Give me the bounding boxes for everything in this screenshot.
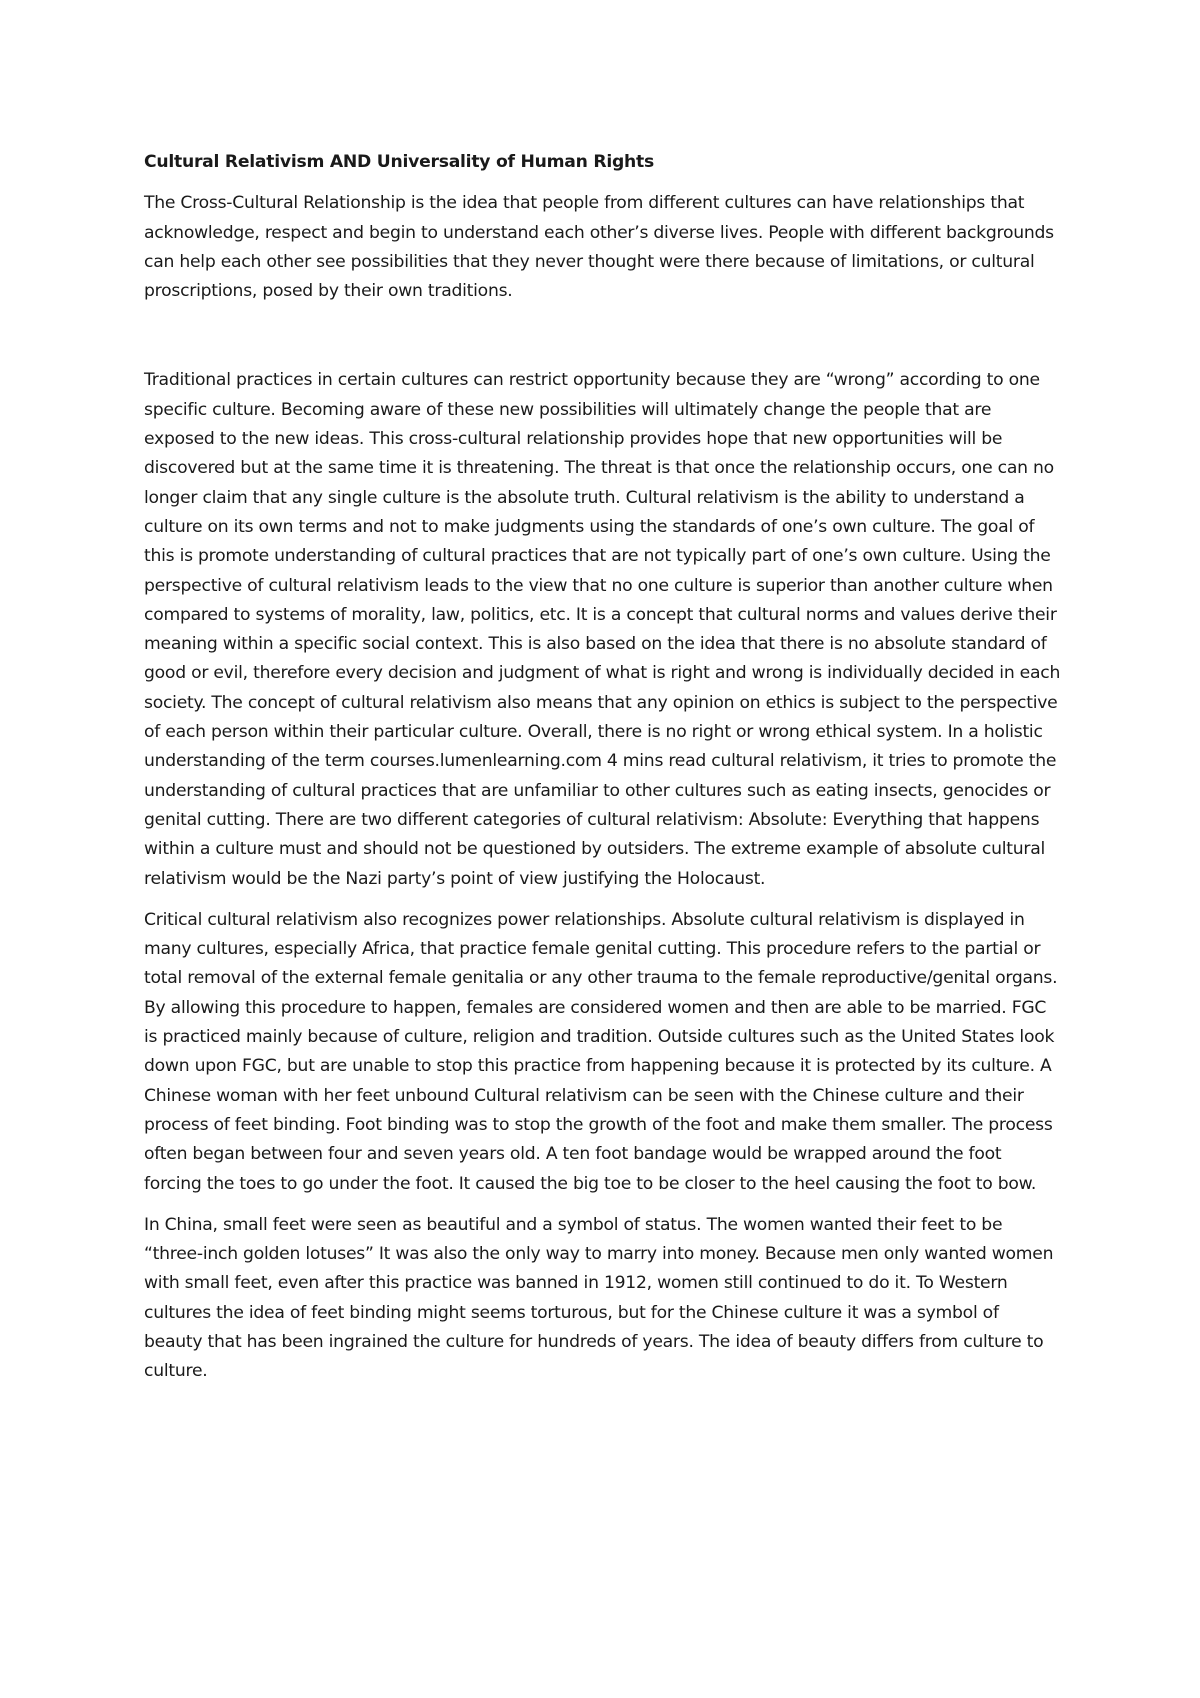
document-body <box>144 148 1062 1399</box>
paragraph-cross-cultural: The Cross-Cultural Relationship is the idea that people from different cultures can have relationships that acknowledge, respect and begin to understand each other’s diverse lives. People with different backgrounds can help each other see possibilities that they never thought were there because of limitations, or cultural proscriptions, posed by their own traditions. <box>144 193 1054 302</box>
paragraph-critical-relativism: Critical cultural relativism also recognizes power relationships. Absolute cultural relativism is displayed in many cultures, especially Africa, that practice female genital cutting. This procedure refers to the partial or total removal of the external female genitalia or any other trauma to the female reproductive/genital organs. By allowing this procedure to happen, females are considered women and then are able to be married. FGC is practiced mainly because of culture, religion and tradition. Outside cultures such as the United States look down upon FGC, but are unable to stop this practice from happening because it is protected by its culture. A Chinese woman with her feet unbound Cultural relativism can be seen with the Chinese culture and their process of feet binding. Foot binding was to stop the growth of the foot and make them smaller. The process often began between four and seven years old. A ten foot bandage would be wrapped around the foot forcing the toes to go under the foot. It caused the big toe to be closer to the heel causing the foot to bow. <box>144 909 1058 1194</box>
blank-line <box>144 318 1062 366</box>
paragraph-china-feet: In China, small feet were seen as beautiful and a symbol of status. The women wanted their feet to be “three-inch golden lotuses” It was also the only way to marry into money. Because men only wanted women with small feet, even after this practice was banned in 1912, women still continued to do it. To Western cultures the idea of feet binding might seems torturous, but for the Chinese culture it was a symbol of beauty that has been ingrained the culture for hundreds of years. The idea of beauty differs from culture to culture. <box>144 1214 1054 1382</box>
paragraph-traditional-practices: Traditional practices in certain cultures can restrict opportunity because they are “wrong” according to one specific culture. Becoming aware of these new possibilities will ultimately change the people that are exposed to the new ideas. This cross-cultural relationship provides hope that new opportunities will be discovered but at the same time it is threatening. The threat is that once the relationship occurs, one can no longer claim that any single culture is the absolute truth. Cultural relativism is the ability to understand a culture on its own terms and not to make judgments using the standards of one’s own culture. The goal of this is promote understanding of cultural practices that are not typically part of one’s own culture. Using the perspective of cultural relativism leads to the view that no one culture is superior than another culture when compared to systems of morality, law, politics, etc. It is a concept that cultural norms and values derive their meaning within a specific social context. This is also based on the idea that there is no absolute standard of good or evil, therefore every decision and judgment of what is right and wrong is individually decided in each society. The concept of cultural relativism also means that any opinion on ethics is subject to the perspective of each person within their particular culture. Overall, there is no right or wrong ethical system. In a holistic understanding of the term courses.lumenlearning.com 4 mins read cultural relativism, it tries to promote the understanding of cultural practices that are unfamiliar to other cultures such as eating insects, genocides or genital cutting. There are two different categories of cultural relativism: Absolute: Everything that happens within a culture must and should not be questioned by outsiders. The extreme example of absolute cultural relativism would be the Nazi party’s point of view justifying the Holocaust. <box>144 370 1061 889</box>
document-title: Cultural Relativism AND Universality of Human Rights <box>144 152 654 172</box>
